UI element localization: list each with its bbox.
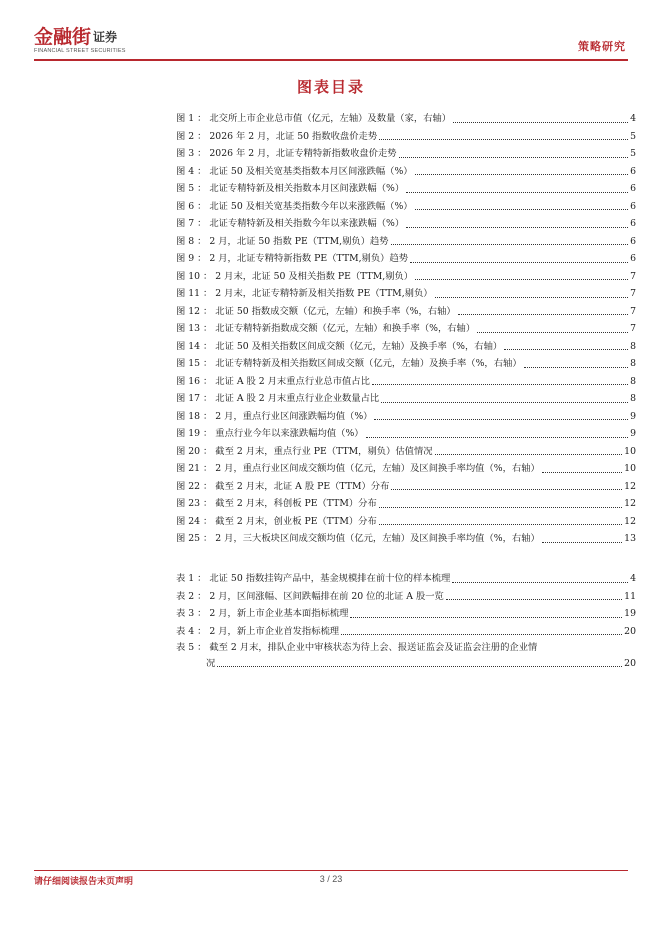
- dot-leader: [453, 122, 628, 123]
- dot-leader: [415, 209, 628, 210]
- toc-entry-label: 表 5 ： 截至 2 月末，排队企业中审核状态为待上会、报送证监会及证监会注册的企业情: [176, 642, 538, 653]
- toc-entry-figure-3[interactable]: [176, 145, 636, 163]
- toc-entry-label: 图 5 ： 北证专精特新及相关指数本月区间涨跌幅（%）: [176, 183, 405, 194]
- toc-entry-figure-11[interactable]: [176, 285, 636, 303]
- toc-entry-table-5[interactable]: [176, 640, 636, 672]
- dot-leader: [381, 402, 628, 403]
- dot-leader: [406, 227, 628, 228]
- toc-entry-figure-1[interactable]: [176, 110, 636, 128]
- toc-title: 图表目录: [296, 78, 365, 96]
- toc-entry-page: 8: [630, 340, 636, 352]
- toc-entry-figure-5[interactable]: [176, 180, 636, 198]
- dot-leader: [379, 139, 628, 140]
- toc-entry-figure-8[interactable]: [176, 233, 636, 251]
- toc-entry-page: 12: [624, 515, 636, 527]
- toc-entry-label: 图 12 ： 北证 50 指数成交额（亿元，左轴）和换手率（%，右轴）: [176, 305, 456, 317]
- toc-entry-label: 图 17 ： 北证 A 股 2 月末重点行业企业数量占比: [176, 393, 380, 404]
- toc-entry-page: 6: [630, 235, 636, 247]
- footer-divider: [34, 870, 628, 871]
- logo-main-text: 金融街: [34, 26, 92, 48]
- dot-leader: [446, 599, 622, 600]
- dot-leader: [391, 489, 622, 490]
- dot-leader: [350, 617, 622, 618]
- dot-leader: [504, 349, 628, 350]
- toc-entry-page: 13: [624, 533, 636, 544]
- toc-entry-page: 4: [630, 573, 636, 584]
- toc-entry-label: 图 8 ： 2 月，北证 50 指数 PE（TTM,剔负）趋势: [176, 235, 389, 247]
- toc-entry-table-3[interactable]: [176, 605, 636, 623]
- dot-leader: [524, 367, 628, 368]
- dot-leader: [372, 384, 628, 385]
- toc-entry-table-4[interactable]: [176, 623, 636, 641]
- toc-entry-label: 图 20 ： 截至 2 月末，重点行业 PE（TTM，剔负）估值情况: [176, 445, 433, 457]
- figure-list: [176, 110, 636, 548]
- toc-entry-label: 图 6 ： 北证 50 及相关宽基类指数今年以来涨跌幅（%）: [176, 200, 413, 212]
- toc-entry-page: 7: [630, 270, 636, 282]
- toc-entry-label: 图 11 ： 2 月末，北证专精特新及相关指数 PE（TTM,剔负）: [176, 288, 433, 299]
- dot-leader: [374, 419, 628, 420]
- logo-english-text: FINANCIAL STREET SECURITIES: [34, 48, 126, 54]
- toc-entry-figure-15[interactable]: [176, 355, 636, 373]
- toc-entry-label-continued: 况: [206, 658, 216, 669]
- toc-entry-page: 9: [630, 410, 636, 422]
- toc-entry-page: 20: [624, 658, 636, 669]
- toc-entry-label: 表 1 ： 北证 50 指数挂钩产品中，基金规模排在前十位的样本梳理: [176, 573, 451, 584]
- toc-entry-page: 7: [630, 323, 636, 334]
- toc-entry-page: 8: [630, 393, 636, 404]
- toc-entry-figure-6[interactable]: [176, 198, 636, 216]
- toc-entry-table-2[interactable]: [176, 588, 636, 606]
- dot-leader: [477, 332, 628, 333]
- toc-entry-page: 11: [624, 590, 636, 602]
- toc-entry-figure-21[interactable]: [176, 460, 636, 478]
- toc-entry-page: 6: [630, 218, 636, 229]
- report-section-label: 策略研究: [578, 40, 626, 53]
- toc-entry-figure-13[interactable]: [176, 320, 636, 338]
- toc-entry-label: 图 15 ： 北证专精特新及相关指数区间成交额（亿元，左轴）及换手率（%，右轴）: [176, 358, 522, 369]
- toc-entry-label: 图 19 ： 重点行业今年以来涨跌幅均值（%）: [176, 428, 364, 439]
- toc-entry-label: 图 4 ： 北证 50 及相关宽基类指数本月区间涨跌幅（%）: [176, 165, 413, 177]
- toc-entry-page: 7: [630, 288, 636, 299]
- toc-entry-label: 图 16 ： 北证 A 股 2 月末重点行业总市值占比: [176, 375, 370, 387]
- toc-entry-page: 5: [630, 130, 636, 142]
- toc-entry-figure-10[interactable]: [176, 268, 636, 286]
- dot-leader: [542, 472, 622, 473]
- dot-leader: [399, 157, 629, 158]
- toc-entry-label: 图 3 ： 2026 年 2 月，北证专精特新指数收盘价走势: [176, 148, 397, 159]
- toc-entry-label: 图 24 ： 截至 2 月末，创业板 PE（TTM）分布: [176, 515, 377, 527]
- toc-entry-page: 10: [624, 463, 636, 474]
- toc-entry-page: 6: [630, 183, 636, 194]
- toc-entry-page: 6: [630, 200, 636, 212]
- toc-entry-figure-17[interactable]: [176, 390, 636, 408]
- toc-entry-figure-24[interactable]: [176, 513, 636, 531]
- footer-disclaimer: 请仔细阅读报告末页声明: [34, 877, 134, 887]
- table-list: [176, 570, 636, 672]
- toc-entry-label: 图 25 ： 2 月，三大板块区间成交额均值（亿元，左轴）及区间换手率均值（%，右轴）: [176, 533, 540, 544]
- page-header: [34, 26, 628, 62]
- dot-leader: [341, 634, 622, 635]
- toc-entry-page: 6: [630, 165, 636, 177]
- toc-entry-page: 7: [630, 305, 636, 317]
- toc-entry-figure-22[interactable]: [176, 478, 636, 496]
- header-divider: [34, 59, 628, 61]
- logo-sub-text: 证券: [93, 30, 118, 44]
- toc-entry-label: 表 2 ： 2 月，区间涨幅、区间跌幅排在前 20 位的北证 A 股一览: [176, 590, 444, 602]
- dot-leader: [406, 192, 628, 193]
- toc-entry-label: 图 14 ： 北证 50 及相关指数区间成交额（亿元，左轴）及换手率（%，右轴）: [176, 340, 503, 352]
- dot-leader: [435, 454, 623, 455]
- toc-entry-figure-25[interactable]: [176, 530, 636, 548]
- toc-entry-figure-18[interactable]: [176, 408, 636, 426]
- dot-leader: [435, 297, 629, 298]
- dot-leader: [415, 279, 628, 280]
- toc-entry-figure-12[interactable]: [176, 303, 636, 321]
- toc-entry-page: 10: [624, 445, 636, 457]
- dot-leader: [452, 582, 628, 583]
- toc-entry-label: 表 3 ： 2 月，新上市企业基本面指标梳理: [176, 608, 349, 619]
- toc-entry-page: 8: [630, 375, 636, 387]
- dot-leader: [379, 524, 622, 525]
- toc-entry-page: 12: [624, 498, 636, 509]
- toc-entry-figure-4[interactable]: [176, 163, 636, 181]
- toc-entry-label: 图 2 ： 2026 年 2 月，北证 50 指数收盘价走势: [176, 130, 378, 142]
- toc-entry-page: 4: [630, 113, 636, 124]
- dot-leader: [415, 174, 628, 175]
- toc-entry-figure-9[interactable]: [176, 250, 636, 268]
- dot-leader: [217, 666, 622, 667]
- toc-entry-figure-16[interactable]: [176, 373, 636, 391]
- toc-entry-figure-14[interactable]: [176, 338, 636, 356]
- dot-leader: [458, 314, 628, 315]
- toc-entry-label: 图 13 ： 北证专精特新指数成交额（亿元，左轴）和换手率（%，右轴）: [176, 323, 476, 334]
- dot-leader: [379, 507, 622, 508]
- toc-entry-label: 图 7 ： 北证专精特新及相关指数今年以来涨跌幅（%）: [176, 218, 405, 229]
- toc-entry-figure-20[interactable]: [176, 443, 636, 461]
- toc-entry-page: 20: [624, 625, 636, 637]
- toc-entry-label: 图 21 ： 2 月，重点行业区间成交额均值（亿元，左轴）及区间换手率均值（%，右轴）: [176, 463, 540, 474]
- dot-leader: [410, 262, 628, 263]
- toc-entry-table-1[interactable]: [176, 570, 636, 588]
- toc-entry-page: 6: [630, 253, 636, 264]
- toc-entry-label: 图 22 ： 截至 2 月末，北证 A 股 PE（TTM）分布: [176, 480, 390, 492]
- toc-entry-label: 图 1 ： 北交所上市企业总市值（亿元，左轴）及数量（家，右轴）: [176, 113, 452, 124]
- dot-leader: [366, 437, 629, 438]
- toc-entry-page: 9: [630, 428, 636, 439]
- toc-entry-page: 8: [630, 358, 636, 369]
- toc-entry-label: 图 23 ： 截至 2 月末，科创板 PE（TTM）分布: [176, 498, 377, 509]
- toc-entry-figure-19[interactable]: [176, 425, 636, 443]
- toc-entry-page: 12: [624, 480, 636, 492]
- toc-entry-figure-23[interactable]: [176, 495, 636, 513]
- page-number: 3 / 23: [319, 874, 343, 884]
- dot-leader: [542, 542, 622, 543]
- toc-entry-label: 图 9 ： 2 月，北证专精特新指数 PE（TTM,剔负）趋势: [176, 253, 409, 264]
- toc-entry-label: 图 10 ： 2 月末，北证 50 及相关指数 PE（TTM,剔负）: [176, 270, 414, 282]
- toc-entry-figure-2[interactable]: [176, 128, 636, 146]
- dot-leader: [391, 244, 628, 245]
- toc-entry-page: 5: [630, 148, 636, 159]
- toc-entry-figure-7[interactable]: [176, 215, 636, 233]
- toc-entry-page: 19: [624, 608, 636, 619]
- toc-entry-label: 表 4 ： 2 月，新上市企业首发指标梳理: [176, 625, 340, 637]
- toc-entry-label: 图 18 ： 2 月，重点行业区间涨跌幅均值（%）: [176, 410, 373, 422]
